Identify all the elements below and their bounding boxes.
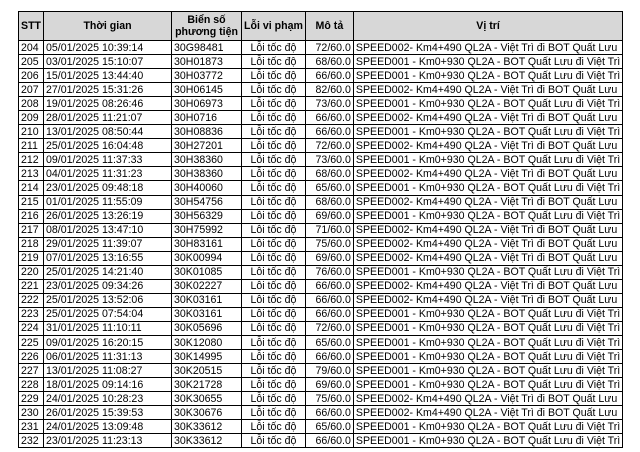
cell-violation: Lỗi tốc độ [242, 195, 306, 209]
cell-description: 82/60.0 [305, 83, 353, 97]
table-row [19, 125, 623, 139]
cell-location: SPEED001 - Km0+930 QL2A - BOT Quất Lưu đi Việt Trì [353, 364, 622, 378]
table-row [19, 69, 623, 83]
cell-violation: Lỗi tốc độ [242, 55, 306, 69]
cell-violation: Lỗi tốc độ [242, 434, 306, 448]
cell-stt: 224 [19, 321, 44, 335]
cell-plate: 30K03161 [172, 293, 242, 307]
cell-plate: 30K33612 [172, 434, 242, 448]
cell-stt: 208 [19, 97, 44, 111]
cell-time: 26/01/2025 13:26:19 [44, 209, 172, 223]
cell-location: SPEED001 - Km0+930 QL2A - BOT Quất Lưu đi Việt Trì [353, 335, 622, 349]
table-row [19, 209, 623, 223]
cell-location: SPEED001 - Km0+930 QL2A - BOT Quất Lưu đi Việt Trì [353, 434, 622, 448]
cell-description: 66/60.0 [305, 69, 353, 83]
cell-location: SPEED002- Km4+490 QL2A - Việt Trì đi BOT Quất Lưu [353, 139, 622, 153]
table-row [19, 223, 623, 237]
table-row [19, 335, 623, 349]
cell-plate: 30K05696 [172, 321, 242, 335]
cell-violation: Lỗi tốc độ [242, 251, 306, 265]
cell-violation: Lỗi tốc độ [242, 265, 306, 279]
table-row [19, 97, 623, 111]
cell-stt: 210 [19, 125, 44, 139]
cell-description: 79/60.0 [305, 364, 353, 378]
cell-time: 18/01/2025 09:14:16 [44, 378, 172, 392]
cell-location: SPEED002- Km4+490 QL2A - Việt Trì đi BOT Quất Lưu [353, 251, 622, 265]
table-row [19, 41, 623, 55]
cell-violation: Lỗi tốc độ [242, 83, 306, 97]
cell-description: 71/60.0 [305, 223, 353, 237]
cell-violation: Lỗi tốc độ [242, 392, 306, 406]
cell-violation: Lỗi tốc độ [242, 209, 306, 223]
table-header [19, 12, 623, 41]
table-row [19, 55, 623, 69]
cell-stt: 211 [19, 139, 44, 153]
cell-time: 27/01/2025 15:31:26 [44, 83, 172, 97]
cell-plate: 30K21728 [172, 378, 242, 392]
cell-stt: 232 [19, 434, 44, 448]
cell-location: SPEED002- Km4+490 QL2A - Việt Trì đi BOT Quất Lưu [353, 41, 622, 55]
cell-description: 69/60.0 [305, 378, 353, 392]
cell-time: 25/01/2025 14:21:40 [44, 265, 172, 279]
cell-description: 66/60.0 [305, 307, 353, 321]
cell-violation: Lỗi tốc độ [242, 125, 306, 139]
cell-violation: Lỗi tốc độ [242, 279, 306, 293]
table-row [19, 237, 623, 251]
cell-plate: 30K02227 [172, 279, 242, 293]
cell-location: SPEED001 - Km0+930 QL2A - BOT Quất Lưu đi Việt Trì [353, 153, 622, 167]
cell-stt: 204 [19, 41, 44, 55]
violation-table [18, 11, 623, 448]
table-row [19, 293, 623, 307]
cell-violation: Lỗi tốc độ [242, 364, 306, 378]
cell-description: 75/60.0 [305, 392, 353, 406]
cell-description: 72/60.0 [305, 139, 353, 153]
table-row [19, 251, 623, 265]
cell-plate: 30K33612 [172, 420, 242, 434]
cell-location: SPEED001 - Km0+930 QL2A - BOT Quất Lưu đi Việt Trì [353, 181, 622, 195]
cell-stt: 220 [19, 265, 44, 279]
cell-plate: 30H03772 [172, 69, 242, 83]
table-row [19, 307, 623, 321]
cell-stt: 230 [19, 406, 44, 420]
header-violation: Lỗi vi phạm [242, 12, 306, 41]
cell-description: 75/60.0 [305, 237, 353, 251]
cell-time: 23/01/2025 09:48:18 [44, 181, 172, 195]
cell-plate: 30H08836 [172, 125, 242, 139]
cell-plate: 30H38360 [172, 153, 242, 167]
cell-violation: Lỗi tốc độ [242, 335, 306, 349]
cell-violation: Lỗi tốc độ [242, 223, 306, 237]
cell-location: SPEED002- Km4+490 QL2A - Việt Trì đi BOT Quất Lưu [353, 167, 622, 181]
cell-stt: 231 [19, 420, 44, 434]
cell-violation: Lỗi tốc độ [242, 378, 306, 392]
cell-location: SPEED001 - Km0+930 QL2A - BOT Quất Lưu đi Việt Trì [353, 350, 622, 364]
cell-plate: 30K01085 [172, 265, 242, 279]
cell-location: SPEED001 - Km0+930 QL2A - BOT Quất Lưu đi Việt Trì [353, 420, 622, 434]
table-row [19, 111, 623, 125]
table-row [19, 167, 623, 181]
header-description: Mô tả [305, 12, 353, 41]
violation-table-wrapper [18, 11, 623, 448]
cell-plate: 30G98481 [172, 41, 242, 55]
cell-description: 69/60.0 [305, 209, 353, 223]
header-row [19, 12, 623, 41]
cell-description: 66/60.0 [305, 125, 353, 139]
cell-time: 25/01/2025 16:04:48 [44, 139, 172, 153]
cell-plate: 30K12080 [172, 335, 242, 349]
table-row [19, 321, 623, 335]
cell-stt: 219 [19, 251, 44, 265]
cell-location: SPEED002- Km4+490 QL2A - Việt Trì đi BOT Quất Lưu [353, 111, 622, 125]
cell-violation: Lỗi tốc độ [242, 350, 306, 364]
cell-plate: 30K30676 [172, 406, 242, 420]
cell-description: 68/60.0 [305, 195, 353, 209]
cell-stt: 223 [19, 307, 44, 321]
cell-location: SPEED001 - Km0+930 QL2A - BOT Quất Lưu đi Việt Trì [353, 125, 622, 139]
cell-time: 24/01/2025 10:28:23 [44, 392, 172, 406]
cell-violation: Lỗi tốc độ [242, 153, 306, 167]
cell-time: 13/01/2025 11:08:27 [44, 364, 172, 378]
cell-description: 66/60.0 [305, 434, 353, 448]
cell-description: 65/60.0 [305, 181, 353, 195]
cell-location: SPEED002- Km4+490 QL2A - Việt Trì đi BOT Quất Lưu [353, 83, 622, 97]
cell-violation: Lỗi tốc độ [242, 167, 306, 181]
table-row [19, 378, 623, 392]
cell-location: SPEED001 - Km0+930 QL2A - BOT Quất Lưu đi Việt Trì [353, 97, 622, 111]
cell-description: 68/60.0 [305, 55, 353, 69]
cell-plate: 30H38360 [172, 167, 242, 181]
cell-description: 72/60.0 [305, 321, 353, 335]
table-row [19, 279, 623, 293]
cell-violation: Lỗi tốc độ [242, 321, 306, 335]
table-row [19, 350, 623, 364]
cell-description: 65/60.0 [305, 335, 353, 349]
cell-description: 66/60.0 [305, 111, 353, 125]
cell-plate: 30K00994 [172, 251, 242, 265]
cell-time: 15/01/2025 13:44:40 [44, 69, 172, 83]
cell-plate: 30H54756 [172, 195, 242, 209]
cell-violation: Lỗi tốc độ [242, 41, 306, 55]
cell-stt: 222 [19, 293, 44, 307]
cell-location: SPEED001 - Km0+930 QL2A - BOT Quất Lưu đi Việt Trì [353, 69, 622, 83]
cell-time: 01/01/2025 11:55:09 [44, 195, 172, 209]
cell-violation: Lỗi tốc độ [242, 97, 306, 111]
cell-location: SPEED002- Km4+490 QL2A - Việt Trì đi BOT Quất Lưu [353, 293, 622, 307]
cell-location: SPEED001 - Km0+930 QL2A - BOT Quất Lưu đi Việt Trì [353, 55, 622, 69]
cell-stt: 228 [19, 378, 44, 392]
cell-description: 66/60.0 [305, 406, 353, 420]
cell-plate: 30H01873 [172, 55, 242, 69]
cell-description: 73/60.0 [305, 153, 353, 167]
cell-location: SPEED001 - Km0+930 QL2A - BOT Quất Lưu đi Việt Trì [353, 307, 622, 321]
cell-plate: 30K30655 [172, 392, 242, 406]
cell-time: 25/01/2025 13:52:06 [44, 293, 172, 307]
cell-plate: 30H56329 [172, 209, 242, 223]
cell-time: 05/01/2025 10:39:14 [44, 41, 172, 55]
cell-stt: 218 [19, 237, 44, 251]
cell-time: 26/01/2025 15:39:53 [44, 406, 172, 420]
header-plate [172, 12, 242, 41]
cell-stt: 216 [19, 209, 44, 223]
cell-stt: 229 [19, 392, 44, 406]
cell-violation: Lỗi tốc độ [242, 139, 306, 153]
cell-violation: Lỗi tốc độ [242, 406, 306, 420]
cell-time: 04/01/2025 11:31:23 [44, 167, 172, 181]
cell-plate: 30K03161 [172, 307, 242, 321]
cell-violation: Lỗi tốc độ [242, 420, 306, 434]
cell-stt: 227 [19, 364, 44, 378]
cell-time: 29/01/2025 11:39:07 [44, 237, 172, 251]
table-row [19, 153, 623, 167]
cell-stt: 206 [19, 69, 44, 83]
cell-stt: 205 [19, 55, 44, 69]
table-row [19, 406, 623, 420]
cell-location: SPEED002- Km4+490 QL2A - Việt Trì đi BOT Quất Lưu [353, 406, 622, 420]
cell-description: 72/60.0 [305, 41, 353, 55]
header-stt: STT [19, 12, 44, 41]
cell-stt: 207 [19, 83, 44, 97]
cell-location: SPEED002- Km4+490 QL2A - Việt Trì đi BOT Quất Lưu [353, 237, 622, 251]
cell-stt: 209 [19, 111, 44, 125]
cell-description: 76/60.0 [305, 265, 353, 279]
cell-description: 66/60.0 [305, 279, 353, 293]
cell-time: 09/01/2025 16:20:15 [44, 335, 172, 349]
cell-location: SPEED002- Km4+490 QL2A - Việt Trì đi BOT Quất Lưu [353, 223, 622, 237]
cell-stt: 212 [19, 153, 44, 167]
table-row [19, 392, 623, 406]
cell-time: 09/01/2025 11:37:33 [44, 153, 172, 167]
cell-time: 13/01/2025 08:50:44 [44, 125, 172, 139]
cell-plate: 30H06145 [172, 83, 242, 97]
cell-time: 24/01/2025 13:09:48 [44, 420, 172, 434]
cell-violation: Lỗi tốc độ [242, 111, 306, 125]
cell-description: 69/60.0 [305, 251, 353, 265]
table-body [19, 41, 623, 448]
table-row [19, 181, 623, 195]
cell-location: SPEED001 - Km0+930 QL2A - BOT Quất Lưu đi Việt Trì [353, 209, 622, 223]
cell-location: SPEED001 - Km0+930 QL2A - BOT Quất Lưu đi Việt Trì [353, 321, 622, 335]
cell-description: 73/60.0 [305, 97, 353, 111]
cell-time: 06/01/2025 11:31:13 [44, 350, 172, 364]
cell-location: SPEED001 - Km0+930 QL2A - BOT Quất Lưu đi Việt Trì [353, 265, 622, 279]
cell-time: 19/01/2025 08:26:46 [44, 97, 172, 111]
cell-violation: Lỗi tốc độ [242, 293, 306, 307]
cell-time: 23/01/2025 09:34:26 [44, 279, 172, 293]
cell-plate: 30K20515 [172, 364, 242, 378]
cell-stt: 215 [19, 195, 44, 209]
cell-stt: 214 [19, 181, 44, 195]
cell-description: 68/60.0 [305, 167, 353, 181]
cell-stt: 221 [19, 279, 44, 293]
cell-violation: Lỗi tốc độ [242, 237, 306, 251]
table-row [19, 265, 623, 279]
cell-stt: 213 [19, 167, 44, 181]
table-row [19, 83, 623, 97]
cell-location: SPEED002- Km4+490 QL2A - Việt Trì đi BOT Quất Lưu [353, 279, 622, 293]
cell-stt: 226 [19, 350, 44, 364]
cell-violation: Lỗi tốc độ [242, 69, 306, 83]
cell-description: 66/60.0 [305, 350, 353, 364]
table-row [19, 434, 623, 448]
cell-location: SPEED002- Km4+490 QL2A - Việt Trì đi BOT Quất Lưu [353, 392, 622, 406]
cell-location: SPEED002- Km4+490 QL2A - Việt Trì đi BOT Quất Lưu [353, 195, 622, 209]
cell-plate: 30H0716 [172, 111, 242, 125]
cell-time: 23/01/2025 11:23:13 [44, 434, 172, 448]
cell-plate: 30H83161 [172, 237, 242, 251]
cell-plate: 30H75992 [172, 223, 242, 237]
cell-violation: Lỗi tốc độ [242, 181, 306, 195]
header-plate-line2: phương tiện [175, 26, 238, 38]
table-row [19, 364, 623, 378]
table-row [19, 420, 623, 434]
cell-stt: 217 [19, 223, 44, 237]
header-location: Vị trí [353, 12, 622, 41]
cell-plate: 30H40060 [172, 181, 242, 195]
cell-description: 66/60.0 [305, 293, 353, 307]
cell-violation: Lỗi tốc độ [242, 307, 306, 321]
cell-description: 65/60.0 [305, 420, 353, 434]
table-row [19, 195, 623, 209]
cell-plate: 30K14995 [172, 350, 242, 364]
cell-time: 28/01/2025 11:21:07 [44, 111, 172, 125]
cell-time: 31/01/2025 11:10:11 [44, 321, 172, 335]
header-plate-line1: Biển số [187, 14, 226, 26]
cell-location: SPEED001 - Km0+930 QL2A - BOT Quất Lưu đi Việt Trì [353, 378, 622, 392]
cell-stt: 225 [19, 335, 44, 349]
header-time: Thời gian [44, 12, 172, 41]
cell-time: 07/01/2025 13:16:55 [44, 251, 172, 265]
cell-time: 08/01/2025 13:47:10 [44, 223, 172, 237]
table-row [19, 139, 623, 153]
cell-time: 03/01/2025 15:10:07 [44, 55, 172, 69]
cell-time: 25/01/2025 07:54:04 [44, 307, 172, 321]
cell-plate: 30H27201 [172, 139, 242, 153]
cell-plate: 30H06973 [172, 97, 242, 111]
